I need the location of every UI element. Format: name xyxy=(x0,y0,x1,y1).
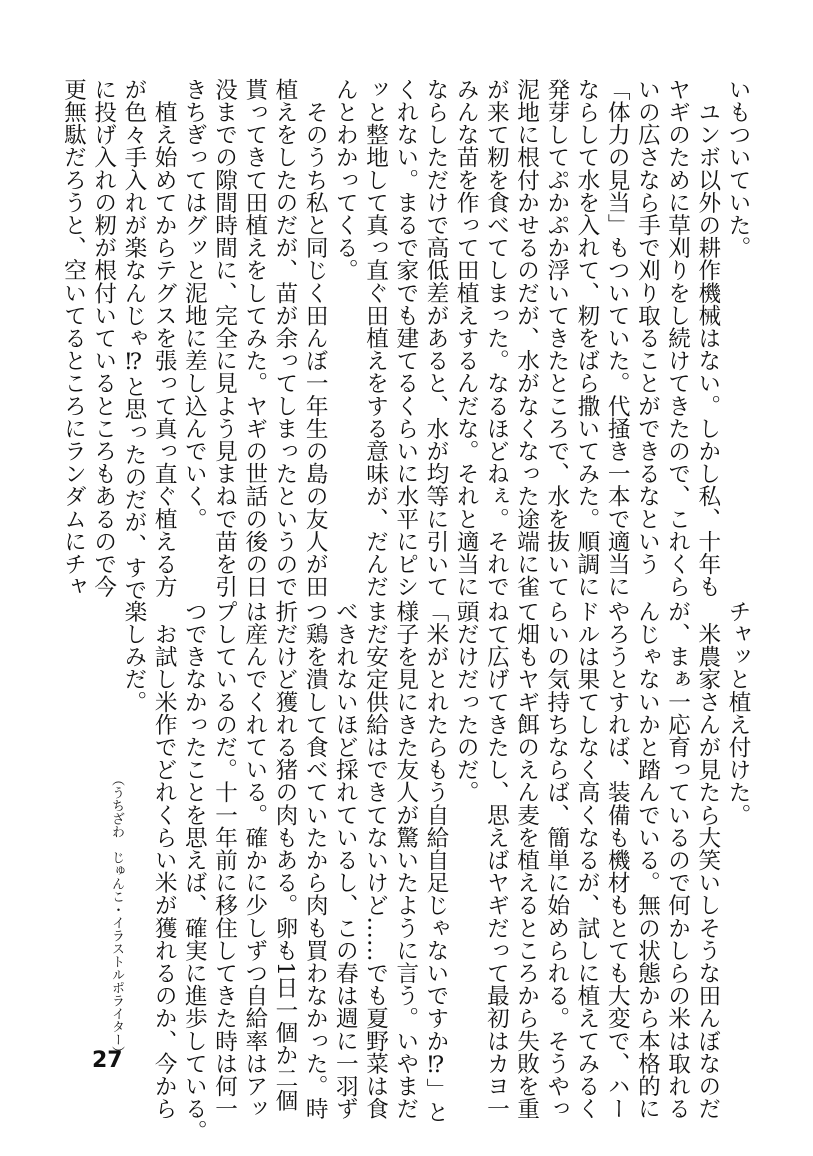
text-line: ならしただけで高低差があると、水が均等に引いて xyxy=(422,78,449,598)
text-line: が色々手入れが楽なんじゃ⁉と思ったのだが、すで xyxy=(120,78,147,602)
text-line: いの広さなら手で刈り取ることができるなという xyxy=(634,78,661,576)
text-line: くれない。まるで家でも建てるくらいに水平にピシ xyxy=(392,78,419,598)
text-line: 植え始めてからテグスを張って真っ直ぐ植える方 xyxy=(151,78,178,598)
text-line: ドルは果てしなく高くなるが、試しに植えてみるく xyxy=(573,600,600,1120)
article-text-upper xyxy=(58,78,753,602)
text-line: んじゃないかと踏んでいる。無の状態から本格的に xyxy=(634,600,661,1120)
text-line: みんな苗を作って田植えするんだな。それと適当に xyxy=(453,78,480,598)
text-line: ッと整地して真っ直ぐ田植えをする意味が、だんだ xyxy=(362,78,389,598)
text-line: 「体力の見当」もついていた。代掻き一本で適当に xyxy=(604,78,631,598)
text-line: まだ安定供給はできてないけど……でも夏野菜は食 xyxy=(362,600,389,1120)
text-line: 折だけど獲れる猪の肉もある。卵も1日一個か二個 xyxy=(271,600,298,1112)
text-line: が来て籾を食べてしまった。なるほどねぇ。それで xyxy=(483,78,510,598)
page-number: 27 xyxy=(92,1048,123,1073)
text-line: は産んでくれている。確かに少しずつ自給率はアッ xyxy=(241,600,268,1120)
text-line: ねて広げてきたし、思えばヤギだって最初はカヨ一 xyxy=(483,600,510,1120)
text-line: ヤギのために草刈りをし続けてきたので、これくら xyxy=(664,78,691,598)
text-line: 泥地に根付かせるのだが、水がなくなった途端に雀 xyxy=(513,78,540,598)
text-line: つ鶏を潰して食べていたから肉も買わなかった。時 xyxy=(302,600,329,1120)
text-line: て畑もヤギ餌のえん麦を植えるところから失敗を重 xyxy=(513,600,540,1120)
article-text-lower xyxy=(119,600,753,1143)
text-line: ならして水を入れて、籾をばら撒いてみた。順調に xyxy=(573,78,600,598)
text-line: プしているのだ。十一年前に移住してきた時は何一 xyxy=(211,600,238,1120)
text-line: 「米がとれたらもう自給自足じゃないですか⁉」と xyxy=(422,600,449,1124)
text-line: べきれないほど採れているし、この春は週に一羽ず xyxy=(332,600,359,1120)
text-line: 更無駄だろうと、空いてるところにランダムにチャ xyxy=(60,78,87,598)
text-line: 植えをしたのだが、苗が余ってしまったというので xyxy=(271,78,298,598)
text-line: 様子を見にきた友人が驚いたように言う。いやまだ xyxy=(392,600,419,1120)
text-line: らいの気持ちならば、簡単に始められる。そうやっ xyxy=(543,600,570,1120)
text-line: んとわかってくる。 xyxy=(332,78,359,282)
text-line: きちぎってはグッと泥地に差し込んでいく。 xyxy=(181,78,208,530)
text-line: やろうとすれば、装備も機材もとても大変で、ハー xyxy=(604,600,631,1120)
text-line: ユンボ以外の耕作機械はない。しかし私、十年も xyxy=(694,78,721,598)
text-line: が、まぁ一応育っているので何かしらの米は取れる xyxy=(664,600,691,1120)
text-line: 貰ってきて田植えをしてみた。ヤギの世話の後の日 xyxy=(241,78,268,598)
text-line: お試し米作でどれくらい米が獲れるのか、今から xyxy=(151,600,178,1120)
text-line: 米農家さんが見たら大笑いしそうな田んぼなのだ xyxy=(694,600,721,1120)
text-line: 発芽してぷかぷか浮いてきたところで、水を抜いて xyxy=(543,78,570,598)
text-line: 楽しみだ。 xyxy=(120,600,147,713)
text-line: いもついていた。 xyxy=(725,78,751,259)
text-line: に投げ入れの籾が根付いているところもあるので今 xyxy=(90,78,117,598)
author-byline: （うちざわ じゅんこ・イラストルポライター） xyxy=(109,773,124,1059)
text-line: 没までの隙間時間に、完全に見よう見まねで苗を引 xyxy=(211,78,238,598)
text-line: そのうち私と同じく田んぼ一年生の島の友人が田 xyxy=(302,78,329,598)
text-line: チャッと植え付けた。 xyxy=(725,600,751,826)
text-line: 頭だけだったのだ。 xyxy=(453,600,480,804)
text-line: つできなかったことを思えば、確実に進歩している。 xyxy=(181,600,208,1143)
